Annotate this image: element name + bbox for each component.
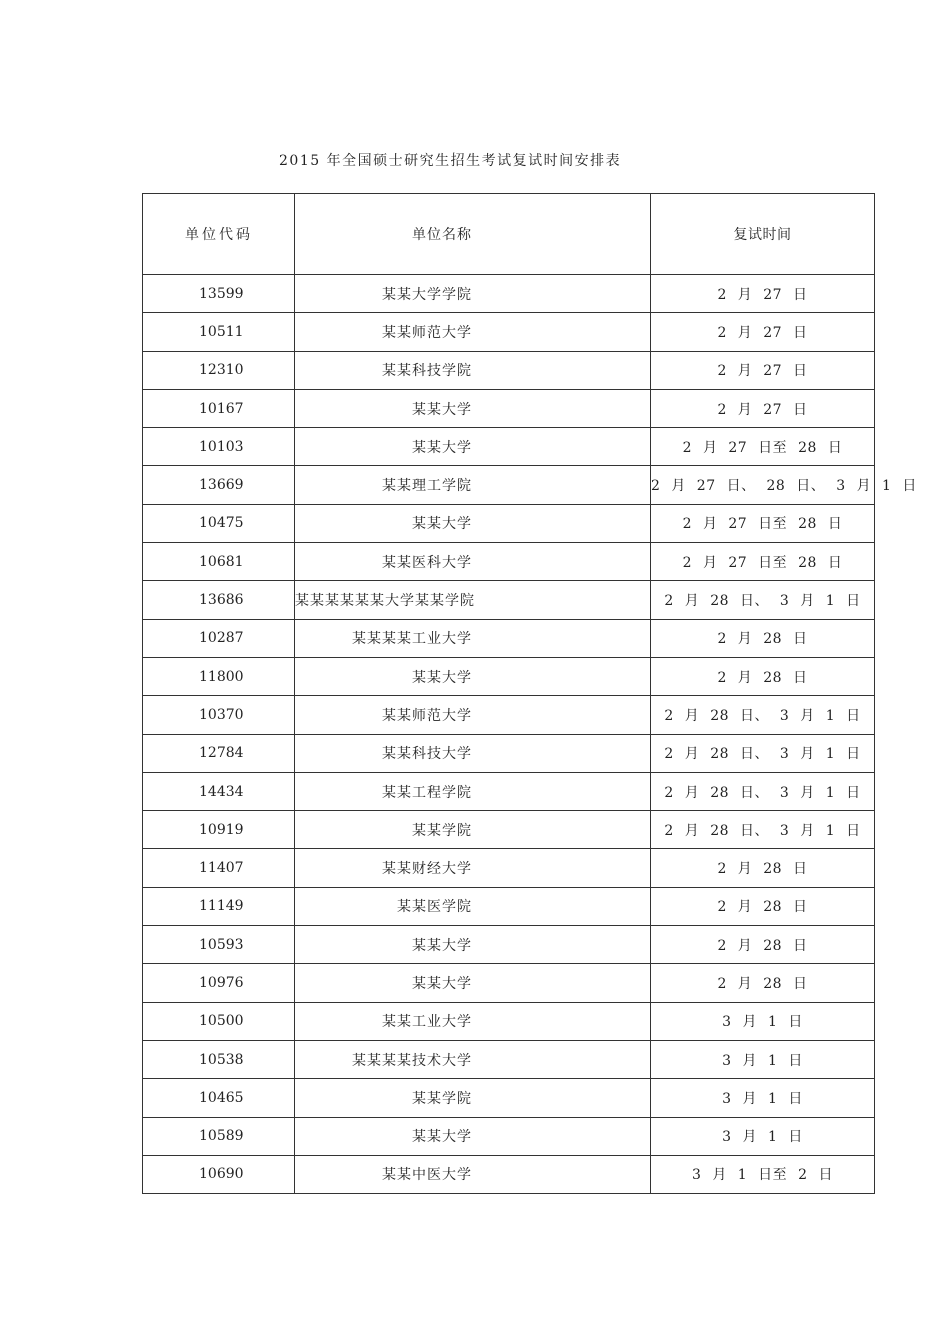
- header-name: 单位名称: [295, 194, 651, 275]
- cell-code: 13686: [143, 581, 295, 619]
- document-title: 2015 年全国硕士研究生招生考试复试时间安排表: [279, 153, 622, 169]
- cell-code: 13669: [143, 466, 295, 504]
- cell-time: 2 月 27 日: [651, 313, 875, 351]
- cell-code: 10465: [143, 1079, 295, 1117]
- cell-name: 某某工业大学: [295, 1002, 651, 1040]
- cell-name: 某某大学: [295, 964, 651, 1002]
- cell-code: 10919: [143, 811, 295, 849]
- table-row: [143, 504, 875, 542]
- cell-code: 10511: [143, 313, 295, 351]
- cell-time: 2 月 28 日: [651, 887, 875, 925]
- cell-time: 2 月 28 日、 3 月 1 日: [651, 696, 875, 734]
- cell-code: 10690: [143, 1155, 295, 1193]
- table-row: [143, 1155, 875, 1193]
- table-row: [143, 734, 875, 772]
- cell-name: 某某医学院: [295, 887, 651, 925]
- cell-time: 2 月 27 日: [651, 275, 875, 313]
- header-row: [143, 194, 875, 275]
- cell-code: 10593: [143, 926, 295, 964]
- table-row: [143, 313, 875, 351]
- cell-time: 3 月 1 日至 2 日: [651, 1155, 875, 1193]
- cell-name: 某某医科大学: [295, 543, 651, 581]
- cell-code: 10681: [143, 543, 295, 581]
- cell-name: 某某大学: [295, 1117, 651, 1155]
- cell-time: 3 月 1 日: [651, 1117, 875, 1155]
- table-row: [143, 1079, 875, 1117]
- header-time: 复试时间: [651, 194, 875, 275]
- table-row: [143, 581, 875, 619]
- cell-name: 某某大学: [295, 389, 651, 427]
- cell-time: 2 月 28 日: [651, 926, 875, 964]
- cell-code: 10500: [143, 1002, 295, 1040]
- cell-time: 2 月 27 日: [651, 389, 875, 427]
- cell-name: 某某师范大学: [295, 313, 651, 351]
- cell-code: 12310: [143, 351, 295, 389]
- table-row: [143, 964, 875, 1002]
- schedule-table: [142, 193, 917, 1194]
- cell-time: 2 月 28 日、 3 月 1 日: [651, 811, 875, 849]
- cell-name: 某某学院: [295, 811, 651, 849]
- table-row: [143, 849, 875, 887]
- table-body: [143, 275, 917, 1194]
- cell-time: 2 月 28 日: [651, 964, 875, 1002]
- cell-name: 某某科技学院: [295, 351, 651, 389]
- cell-code: 11800: [143, 657, 295, 695]
- cell-time: 2 月 28 日: [651, 619, 875, 657]
- cell-code: 10287: [143, 619, 295, 657]
- cell-code: 14434: [143, 772, 295, 810]
- cell-name: 某某大学: [295, 926, 651, 964]
- cell-code: 10538: [143, 1040, 295, 1078]
- cell-time: 2 月 27 日至 28 日: [651, 504, 875, 542]
- cell-name: 某某大学: [295, 504, 651, 542]
- table-row: [143, 811, 875, 849]
- cell-time: 2 月 27 日: [651, 351, 875, 389]
- table-row: [143, 351, 875, 389]
- cell-name: 某某大学学院: [295, 275, 651, 313]
- table-header: [143, 194, 875, 275]
- cell-code: 10976: [143, 964, 295, 1002]
- cell-code: 10167: [143, 389, 295, 427]
- cell-code: 13599: [143, 275, 295, 313]
- cell-time: 3 月 1 日: [651, 1079, 875, 1117]
- cell-time: 3 月 1 日: [651, 1002, 875, 1040]
- table-row: [143, 466, 875, 504]
- cell-name: 某某大学: [295, 428, 651, 466]
- cell-name: 某某某某某某大学某某学院: [295, 581, 651, 619]
- cell-code: 11407: [143, 849, 295, 887]
- table-row: [143, 1117, 875, 1155]
- cell-time: 2 月 28 日、 3 月 1 日: [651, 772, 875, 810]
- cell-code: 12784: [143, 734, 295, 772]
- cell-name: 某某某某工业大学: [295, 619, 651, 657]
- table-row: [143, 696, 875, 734]
- table-row: [143, 543, 875, 581]
- cell-time: 3 月 1 日: [651, 1040, 875, 1078]
- cell-code: 10103: [143, 428, 295, 466]
- cell-time: 2 月 28 日: [651, 657, 875, 695]
- cell-code: 10475: [143, 504, 295, 542]
- table-row: [143, 1002, 875, 1040]
- cell-name: 某某财经大学: [295, 849, 651, 887]
- table-row: [143, 275, 875, 313]
- table-row: [143, 389, 875, 427]
- header-code: 单位代码: [143, 194, 295, 275]
- cell-code: 11149: [143, 887, 295, 925]
- table-row: [143, 619, 875, 657]
- cell-time: 2 月 27 日至 28 日: [651, 543, 875, 581]
- table-row: [143, 1040, 875, 1078]
- cell-name: 某某某某技术大学: [295, 1040, 651, 1078]
- cell-name: 某某科技大学: [295, 734, 651, 772]
- cell-name: 某某学院: [295, 1079, 651, 1117]
- cell-time: 2 月 28 日、 3 月 1 日: [651, 581, 875, 619]
- cell-code: 10370: [143, 696, 295, 734]
- cell-name: 某某师范大学: [295, 696, 651, 734]
- cell-code: 10589: [143, 1117, 295, 1155]
- cell-time: 2 月 28 日: [651, 849, 875, 887]
- cell-time: 2 月 27 日、 28 日、 3 月 1 日: [651, 466, 875, 504]
- table-row: [143, 926, 875, 964]
- cell-name: 某某工程学院: [295, 772, 651, 810]
- cell-name: 某某大学: [295, 657, 651, 695]
- cell-name: 某某理工学院: [295, 466, 651, 504]
- cell-time: 2 月 28 日、 3 月 1 日: [651, 734, 875, 772]
- cell-name: 某某中医大学: [295, 1155, 651, 1193]
- table-row: [143, 887, 875, 925]
- table-row: [143, 772, 875, 810]
- cell-time: 2 月 27 日至 28 日: [651, 428, 875, 466]
- table-row: [143, 428, 875, 466]
- table-row: [143, 657, 875, 695]
